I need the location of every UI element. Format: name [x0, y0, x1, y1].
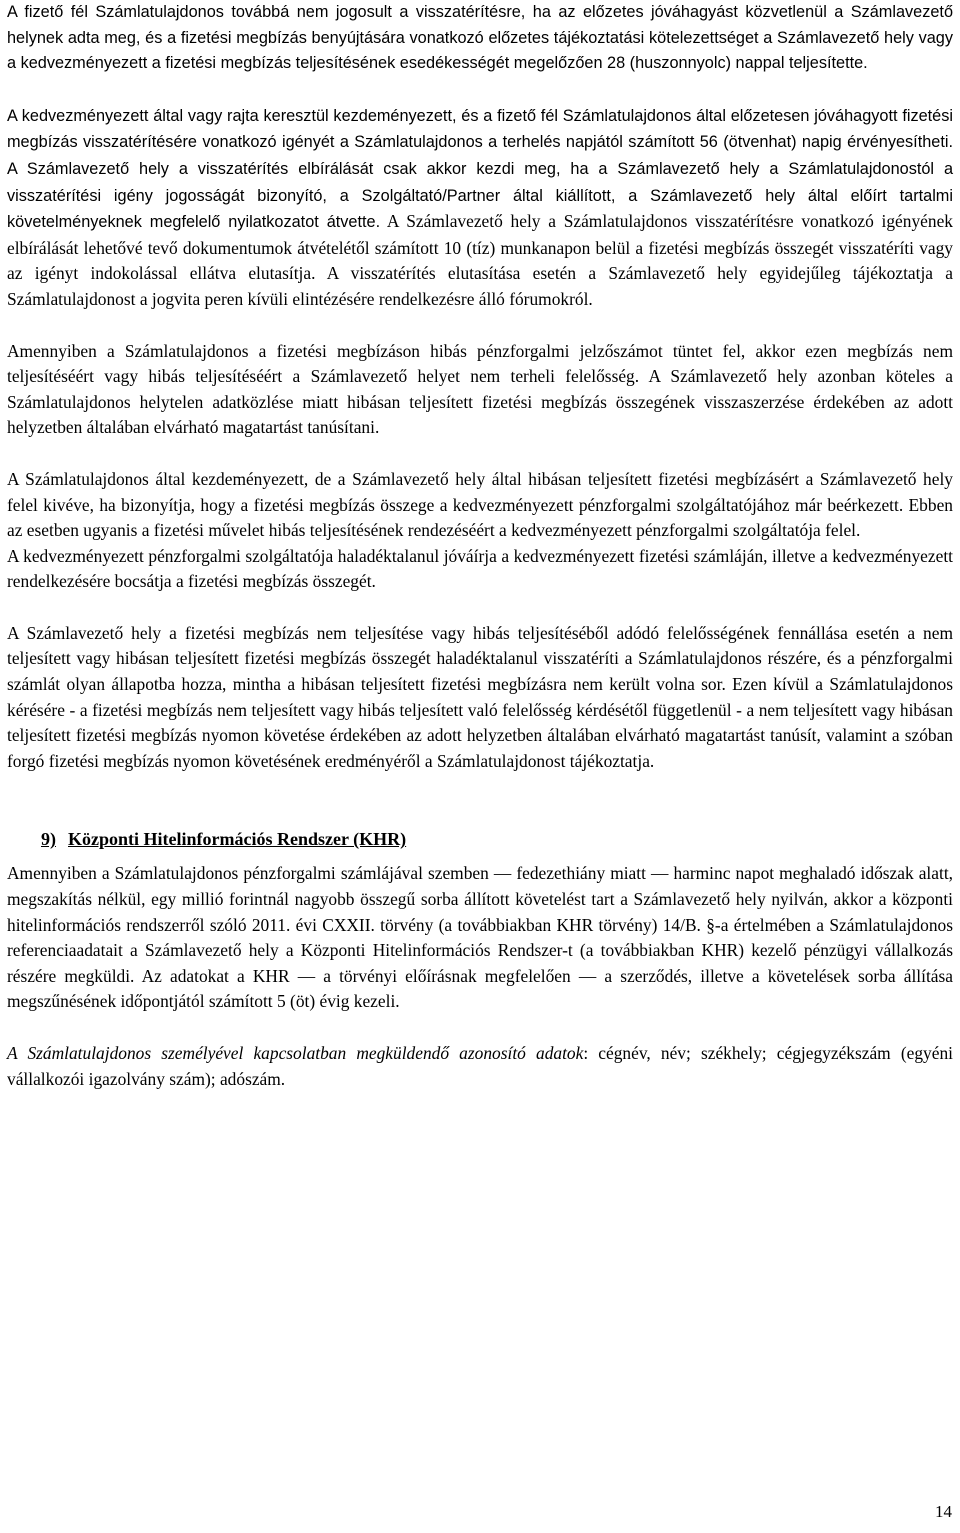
- paragraph-spacer: [7, 595, 953, 621]
- page-number: 14: [935, 1502, 952, 1521]
- paragraph-faulty-execution: A Számlatulajdonos által kezdeményezett, de a Számlavezető hely által hibásan teljesített fizetési megbízásért a Számlavezető hely felel kivéve, ha bizonyítja, hogy a fizetési megbízás összege a kedvezményezett pénzforgalmi szolgáltatójához már beérkezett. Ebben az esetben ugyanis a fizetési művelet hibás teljesítésének rendezéséért a kedvezményezett pénzforgalmi szolgáltatója felel.: [7, 468, 953, 541]
- identification-data-label: A Számlatulajdonos személyével kapcsolatban megküldendő azonosító adatok: [7, 1043, 584, 1063]
- document-page: [7, 0, 953, 1092]
- paragraph-identification-data: [7, 1041, 953, 1092]
- paragraph-khr-reporting: Amennyiben a Számlatulajdonos pénzforgalmi számlájával szemben — fedezethiány miatt — harminc napot meghaladó időszak alatt, megszakítás nélkül, egy millió forintnál nagyobb összegű sorba állított követelést tart a Számlavezető hely nyilván, akkor a központi hitelinformációs rendszerről szóló 2011. évi CXXII. törvény (a továbbiakban KHR törvény) 14/B. §-a értelmében a Számlatulajdonos referenciaadatait a Számlavezető hely a Központi Hitelinformációs Rendszer-t (a továbbiakban KHR) kezelő pénzügyi vállalkozás részére megküldi. Az adatokat a KHR — a törvényi előírásnak megfelelően — a szerződés, illetve a követelések sorba állítása megszűnésének időpontjától számított 5 (öt) évig kezeli.: [7, 863, 953, 1012]
- paragraph-spacer: [7, 77, 953, 103]
- refund-claim-deadline-text: A kedvezményezett által vagy rajta keresztül kezdeményezett, és a fizető fél Számlatulajdonos által előzetesen jóváhagyott fizetési megbízás visszatérítésére vonatkozó igényét a Számlatulajdonos a terhelés napjától számított 56 (ötvenhat) napig érvényesítheti.: [7, 106, 953, 152]
- paragraph-wrong-account-number: Amennyiben a Számlatulajdonos a fizetési megbízáson hibás pénzforgalmi jelzőszámot tüntet fel, akkor ezen megbízás nem teljesítéséért vagy hibás teljesítéséért a Számlavezető helyet nem terheli felelősség. A Számlavezető hely azonban köteles a Számlatulajdonos helytelen adatközlése miatt hibásan teljesített fizetési megbízás összegének visszaszerzése érdekében az adott helyzetben általában elvárható magatartást tanúsítani.: [7, 340, 953, 438]
- identification-data-list: : cégnév, név; székhely; cégjegyzékszám (egyéni vállalkozói igazolvány szám); adószám.: [7, 1043, 953, 1089]
- paragraph-refund-claim: [7, 103, 953, 313]
- paragraph-spacer: [7, 441, 953, 467]
- paragraph-liability-refund: A Számlavezető hely a fizetési megbízás nem teljesítése vagy hibás teljesítéséből adódó felelősségének fennállása esetén a nem teljesített vagy hibásan teljesített fizetési megbízás összegét haladéktalanul visszatéríti a Számlatulajdonos részére, és a pénzforgalmi számlát olyan állapotba hozza, mintha a hibásan teljesített fizetési megbízásra nem került volna sor. Ezen kívül a Számlatulajdonos kérésére - a fizetési megbízás nem teljesített vagy hibás teljesített való felelősség kérdésétől függetlenül - a nem teljesített vagy hibásan teljesített fizetési megbízás nyomon követése érdekében az adott helyzetben általában elvárható magatartást tanúsít, valamint a szóban forgó fizetési megbízás nyomon követésének eredményéről a Számlatulajdonost tájékoztatja.: [7, 622, 953, 771]
- section-heading-khr: [41, 826, 953, 852]
- paragraph-spacer: [7, 313, 953, 339]
- section-number: 9): [41, 829, 56, 850]
- section-title: Központi Hitelinformációs Rendszer (KHR): [68, 829, 407, 850]
- paragraph-spacer: [7, 1015, 953, 1041]
- paragraph-refund-exclusion: A fizető fél Számlatulajdonos továbbá nem jogosult a visszatérítésre, ha az előzetes jóváhagyást közvetlenül a Számlavezető helynek adta meg, és a fizetési megbízás benyújtására vonatkozó előzetes tájékoztatási kötelezettséget a Számlavezető hely vagy a kedvezményezett a fizetési megbízás teljesítésének esedékességét megelőzően 28 (huszonnyolc) nappal teljesítette.: [7, 3, 953, 73]
- section-spacer: [7, 774, 953, 826]
- refund-decision-text: A Számlavezető hely a Számlatulajdonos visszatérítésre vonatkozó igényének elbírálását lehetővé tevő dokumentumok átvételétől számított 10 (tíz) munkanapon belül a fizetési megbízás összegét visszatéríti vagy az igényt indokolással ellátva elutasítja. A visszatérítés elutasítása esetén a Számlavezető hely egyidejűleg tájékoztatja a Számlatulajdonost a jogvita peren kívüli elintézésére rendelkezésre álló fórumokról.: [7, 211, 953, 309]
- paragraph-beneficiary-crediting: A kedvezményezett pénzforgalmi szolgáltatója haladéktalanul jóváírja a kedvezményezett fizetési számláján, illetve a kedvezményezett rendelkezésére bocsátja a fizetési megbízás összegét.: [7, 545, 953, 592]
- heading-spacer: [7, 852, 953, 861]
- refund-assessment-text: A Számlavezető hely a visszatérítés elbírálását csak akkor kezdi meg, ha a Számlavezető hely a Számlatulajdonostól a visszatérítési igény jogosságát bizonyító, a Szolgáltató/Partner által kiállított, a Számlavezető hely által előírt tartalmi követelményeknek megfelelő nyilatkozatot átvette.: [7, 159, 953, 232]
